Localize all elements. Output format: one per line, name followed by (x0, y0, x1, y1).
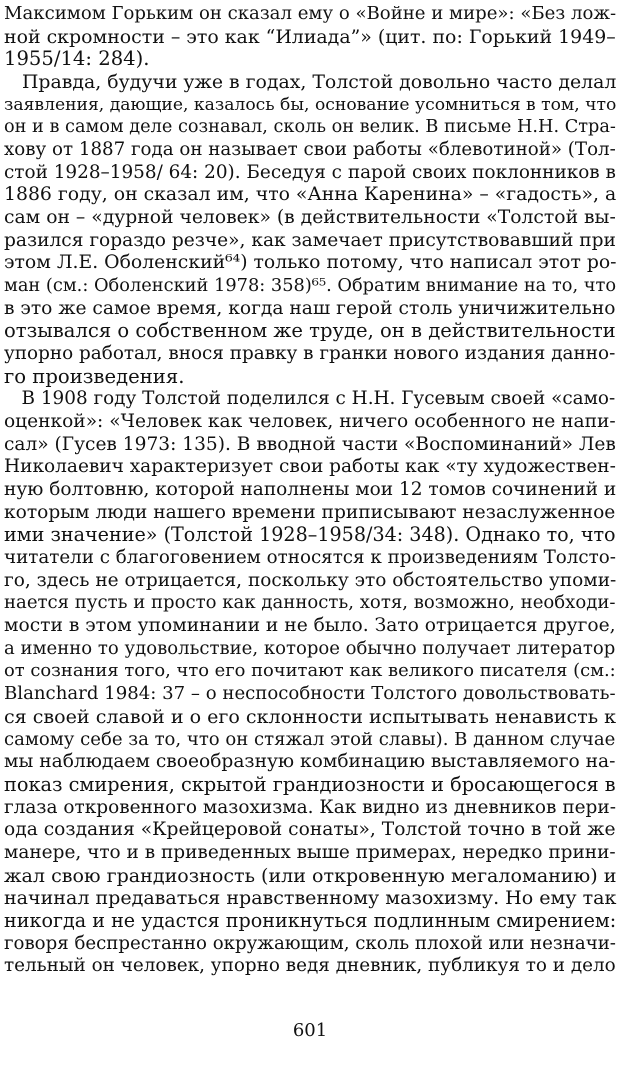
text-line: ся своей славой и о его склонности испытывать ненависть к (4, 705, 617, 728)
text-line: глаза откровенного мазохизма. Как видно из дневников пери- (4, 796, 616, 818)
text-line: ман (см.: Оболенский 1978: 358)⁶⁵. Обратим внимание на то, что (4, 275, 617, 297)
text-line: нается пусть и просто как данность, хотя, возможно, необходи- (4, 592, 616, 614)
page-number: 601 (292, 1020, 328, 1041)
text-line: которым люди нашего времени приписывают незаслуженное (4, 501, 616, 523)
text-line: 1955/14: 284). (4, 47, 150, 71)
text-line: этом Л.Е. Оболенский⁶⁴) только потому, что написал этот ро- (4, 252, 617, 274)
text-line: заявления, дающие, казалось бы, основание усомниться в том, что (4, 94, 617, 115)
text-line: стой 1928–1958/ 64: 20). Беседуя с парой своих поклонников в (4, 161, 616, 183)
text-line: читатели с благоговением относятся к произведениям Толсто- (4, 547, 616, 569)
text-line: го произведения. (4, 364, 185, 388)
body-text (4, 3, 620, 978)
text-line: В 1908 году Толстой поделился с Н.Н. Гусевым своей «само- (4, 388, 616, 410)
text-line: ими значение» (Толстой 1928–1958/34: 348). Однако то, что (4, 523, 616, 547)
text-line: оценкой»: «Человек как человек, ничего особенного не напи- (4, 411, 616, 433)
text-line: он и в самом деле сознавал, сколь он велик. В письме Н.Н. Стра- (4, 117, 616, 138)
text-line: манере, что и в приведенных выше примерах, нередко прини- (4, 841, 616, 863)
text-line: ода создания «Крейцеровой сонаты», Толстой точно в той же (4, 819, 616, 841)
text-line: разился гораздо резче», как замечает присутствовавший при (4, 229, 616, 251)
text-line: тельный он человек, упорно ведя дневник, публикуя то и дело (4, 955, 616, 977)
text-line: Blanchard 1984: 37 – о неспособности Толстого довольствовать- (4, 683, 616, 705)
text-line: самому себе за то, что он стяжал этой славы). В данном случае (4, 728, 616, 750)
text-line: начинал предаваться нравственному мазохизму. Но ему так (4, 887, 617, 910)
text-line: сам он – «дурной человек» (в действительности «Толстой вы- (4, 207, 616, 229)
text-line: никогда и не удастся проникнуться подлинным смирением: (4, 908, 617, 932)
text-line: мости в этом упоминании и не было. Зато отрицается другое, (4, 615, 616, 637)
text-line: 1886 году, он сказал им, что «Анна Каренина» – «гадость», а (4, 184, 617, 206)
text-line: ную болтовню, которой наполнены мои 12 томов сочинений и (4, 479, 617, 501)
text-line: го, здесь не отрицается, поскольку это обстоятельство упоми- (4, 569, 617, 591)
text-line: от сознания того, что его почитают как великого писателя (см.: (4, 660, 616, 682)
text-line: говоря беспрестанно окружающим, сколь плохой или незначи- (4, 932, 616, 954)
text-line: жал свою грандиозность (или откровенную мегаломанию) и (4, 864, 617, 887)
text-line: мы наблюдаем своеобразную комбинацию выставляемого на- (4, 751, 616, 773)
text-line: упорно работал, внося правку в гранки нового издания данно- (4, 343, 616, 365)
text-line: Максимом Горьким он сказал ему о «Войне и мире»: «Без лож- (4, 3, 617, 24)
text-line: а именно то удовольствие, которое обычно получает литератор (4, 637, 616, 659)
text-line: ной скромности – это как “Илиада”» (цит. по: Горький 1949– (4, 25, 616, 48)
text-line: сал» (Гусев 1973: 135). В вводной части «Воспоминаний» Лев (4, 433, 616, 455)
text-line: отзывался о собственном же труде, он в действительности (4, 319, 616, 343)
text-line: хову от 1887 года он называет свои работы «блевотиной» (Тол- (4, 139, 616, 161)
text-line: Правда, будучи уже в годах, Толстой довольно часто делал (4, 71, 617, 94)
text-line: Николаевич характеризует свои работы как «ту художествен- (4, 456, 616, 478)
text-line: в это же самое время, когда наш герой столь уничижительно (4, 297, 616, 319)
text-line: показ смирения, скрытой грандиозности и бросающегося в (4, 772, 616, 796)
